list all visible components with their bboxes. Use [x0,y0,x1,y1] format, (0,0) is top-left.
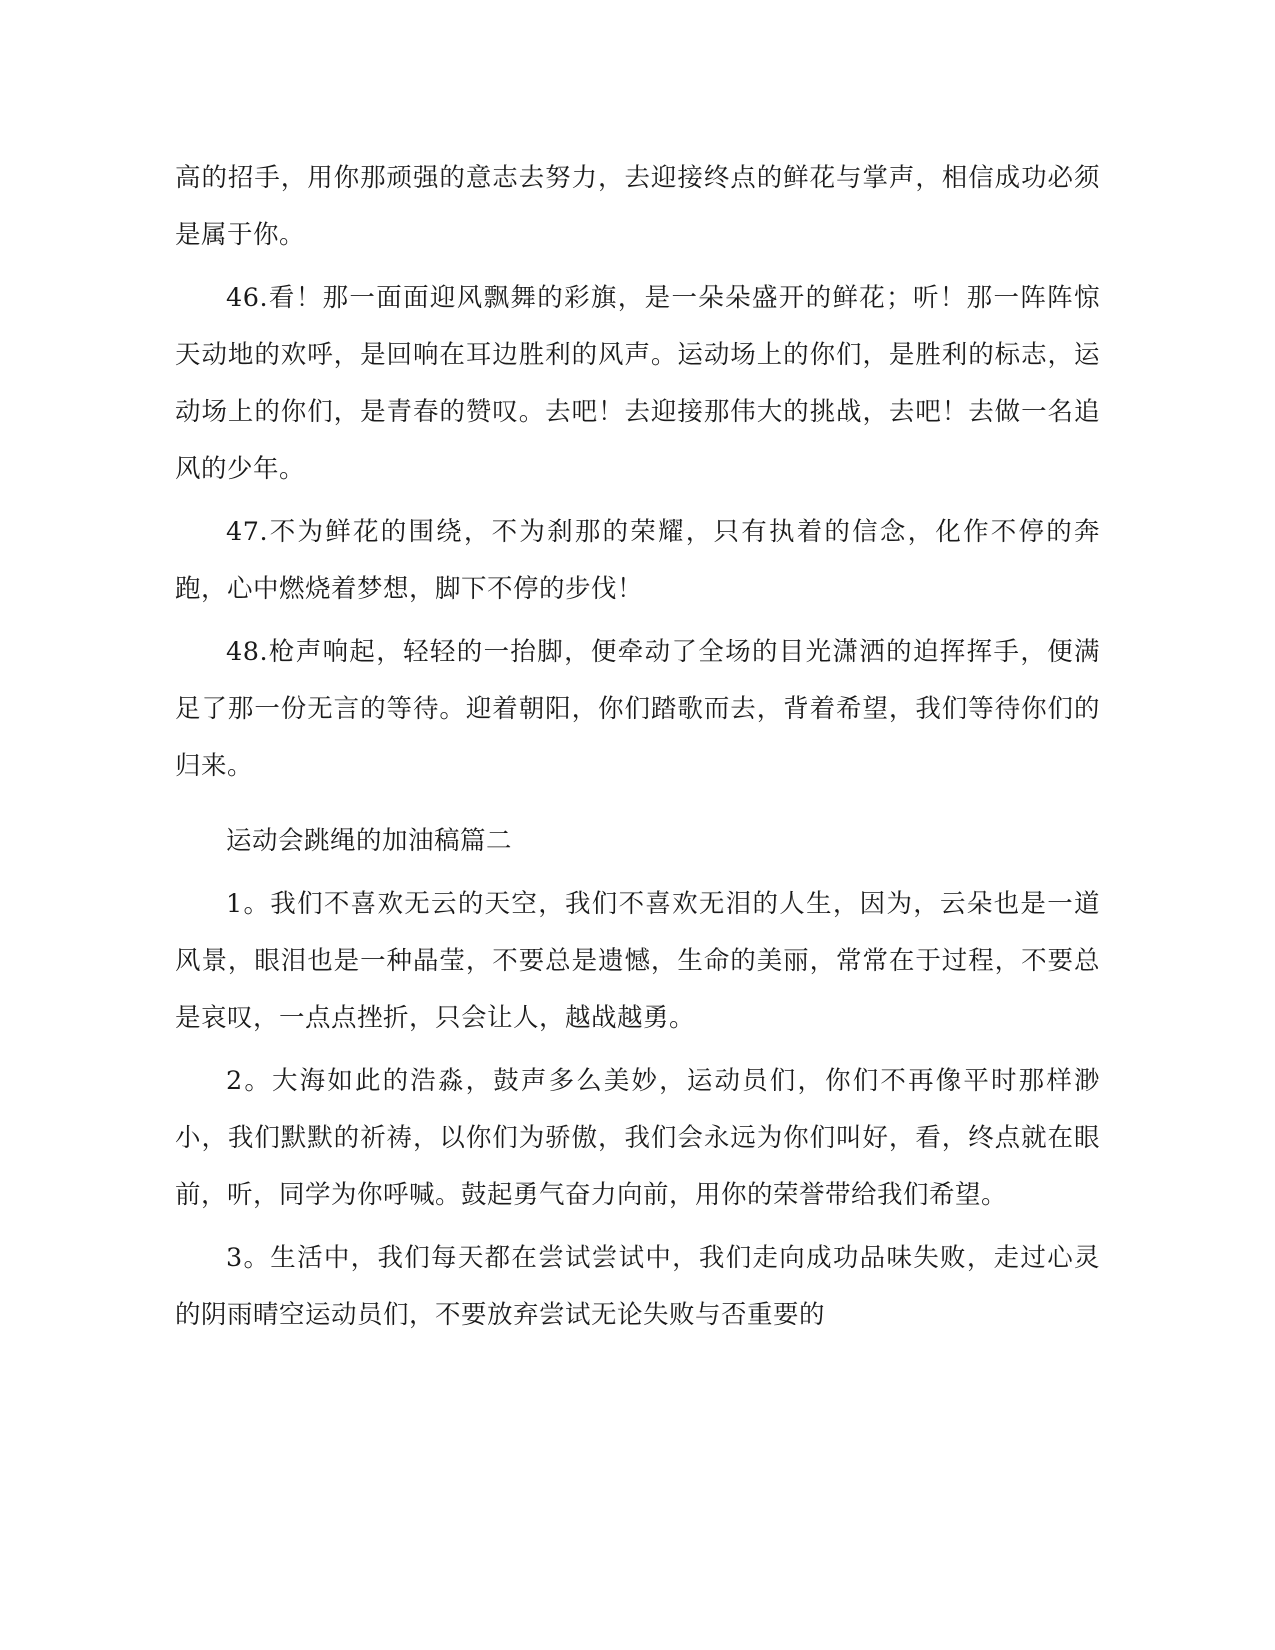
paragraph-47: 47.不为鲜花的围绕，不为刹那的荣耀，只有执着的信念，化作不停的奔跑，心中燃烧着梦想，脚下不停的步伐！ [175,517,1100,604]
paragraph-1: 1。我们不喜欢无云的天空，我们不喜欢无泪的人生，因为，云朵也是一道风景，眼泪也是一种晶莹，不要总是遗憾，生命的美丽，常常在于过程，不要总是哀叹，一点点挫折，只会让人，越战越勇。 [175,889,1100,1033]
section-heading: 运动会跳绳的加油稿篇二 [226,826,513,856]
paragraph-2: 2。大海如此的浩淼，鼓声多么美妙，运动员们，你们不再像平时那样渺小，我们默默的祈祷，以你们为骄傲，我们会永远为你们叫好，看，终点就在眼前，听，同学为你呼喊。鼓起勇气奋力向前，用你的荣誉带给我们希望。 [175,1066,1100,1210]
paragraph-3: 3。生活中，我们每天都在尝试尝试中，我们走向成功品味失败，走过心灵的阴雨晴空运动员们，不要放弃尝试无论失败与否重要的 [175,1243,1100,1330]
paragraph-48: 48.枪声响起，轻轻的一抬脚，便牵动了全场的目光潇洒的迫挥挥手，便满足了那一份无言的等待。迎着朝阳，你们踏歌而去，背着希望，我们等待你们的归来。 [175,637,1100,781]
document-body [175,150,1100,1344]
paragraph-46: 46.看！那一面面迎风飘舞的彩旗，是一朵朵盛开的鲜花；听！那一阵阵惊天动地的欢呼，是回响在耳边胜利的风声。运动场上的你们，是胜利的标志，运动场上的你们，是青春的赞叹。去吧！去迎接那伟大的挑战，去吧！去做一名追风的少年。 [175,283,1100,484]
paragraph-continuation: 高的招手，用你那顽强的意志去努力，去迎接终点的鲜花与掌声，相信成功必须是属于你。 [175,163,1100,250]
